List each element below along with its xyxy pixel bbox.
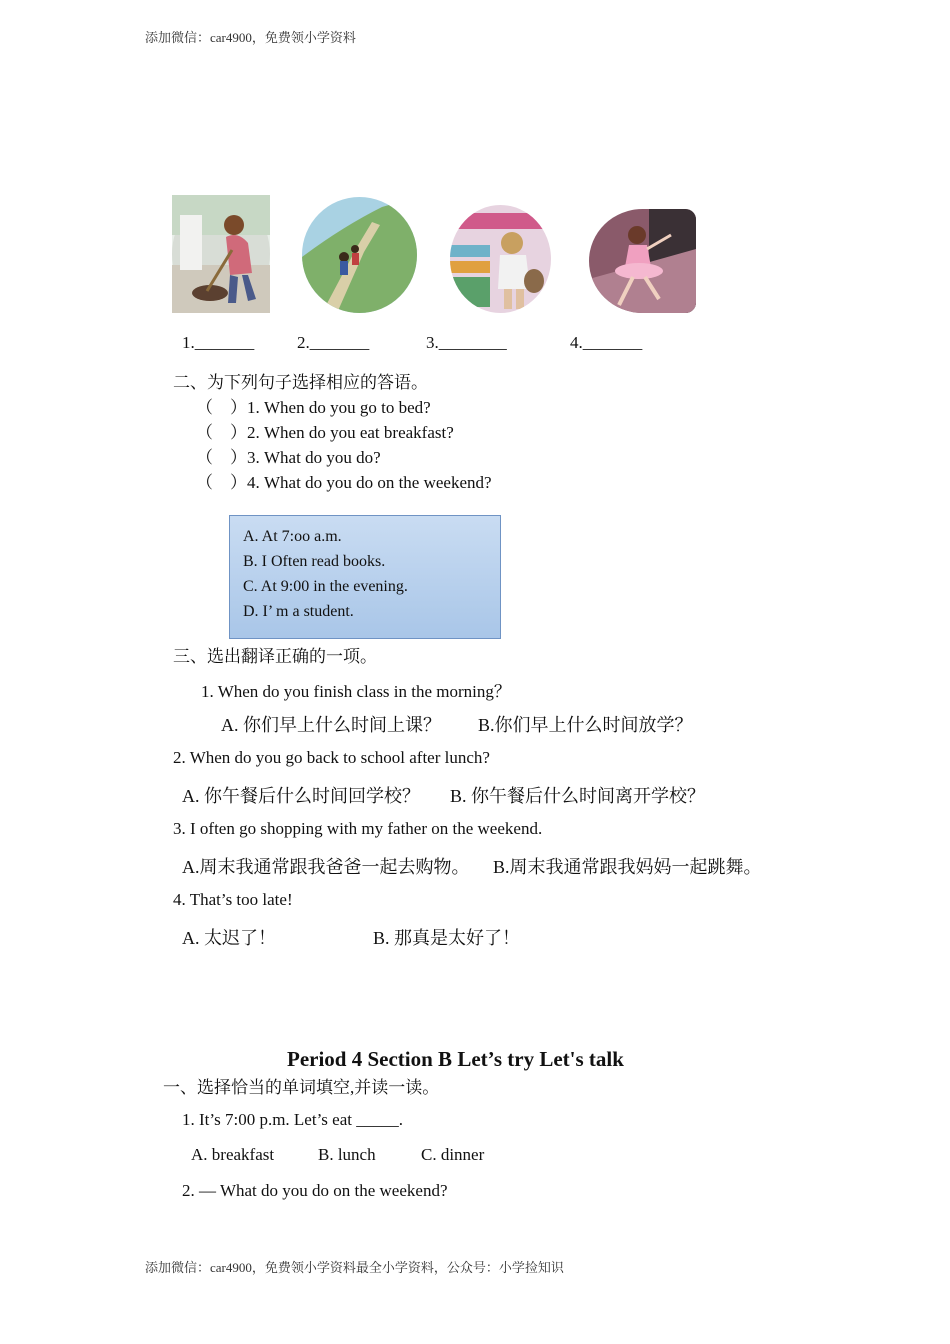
blank-1: 1._______ [182,333,255,352]
section3-title: 三、选出翻译正确的一项。 [173,647,377,666]
blank-3: 3.________ [426,333,507,352]
page-header: 添加微信：car4900，免费领小学资料 [145,30,356,45]
picture-cleaning [172,195,270,313]
choice-3-3-a: A.周末我通常跟我爸爸一起去购物。 [182,857,470,877]
period-title: Period 4 Section B Let’s try Let's talk [287,1047,624,1071]
option-a: A. At 7:oo a.m. [243,528,342,545]
period-question-1: 1. It’s 7:00 p.m. Let’s eat _____. [182,1110,403,1129]
question-2-3: （ ）3. What do you do? [196,448,381,467]
choice-3-1-a: A. 你们早上什么时间上课？ [221,715,441,735]
choice-3-2-b: B. 你午餐后什么时间离开学校？ [450,786,706,806]
question-2-2: （ ）2. When do you eat breakfast? [196,423,454,442]
question-3-2: 2. When do you go back to school after lunch? [173,748,490,767]
option-d: D. I’ m a student. [243,603,354,620]
period-choice-a: A. breakfast [191,1145,275,1164]
question-3-3: 3. I often go shopping with my father on the weekend. [173,819,543,838]
period-subtitle: 一、选择恰当的单词填空,并读一读。 [163,1078,440,1097]
page-footer: 添加微信：car4900，免费领小学资料最全小学资料，公众号：小学捡知识 [145,1260,564,1275]
choice-3-3-b: B.周末我通常跟我妈妈一起跳舞。 [493,857,762,877]
question-2-1: （ ）1. When do you go to bed? [196,398,431,417]
option-c: C. At 9:00 in the evening. [243,578,408,595]
option-b: B. I Often read books. [243,553,386,570]
blank-2: 2._______ [297,333,370,352]
picture-shopping [450,205,551,313]
choice-3-4-b: B. 那真是太好了！ [373,928,521,948]
section2-title: 二、为下列句子选择相应的答语。 [173,373,428,392]
question-2-4: （ ）4. What do you do on the weekend? [196,473,492,492]
question-3-4: 4. That’s too late! [173,890,293,909]
picture-hiking [302,197,417,313]
period-question-2: 2. — What do you do on the weekend? [182,1181,448,1200]
answer-options-box [229,515,501,639]
choice-3-2-a: A. 你午餐后什么时间回学校？ [182,786,420,806]
period-choice-b: B. lunch [318,1145,376,1164]
period-choice-c: C. dinner [421,1145,485,1164]
choice-3-1-b: B.你们早上什么时间放学？ [478,715,693,735]
picture-dancing [589,209,696,313]
question-3-1: 1. When do you finish class in the morning？ [201,682,511,701]
blank-4: 4._______ [570,333,643,352]
choice-3-4-a: A. 太迟了！ [182,928,276,948]
